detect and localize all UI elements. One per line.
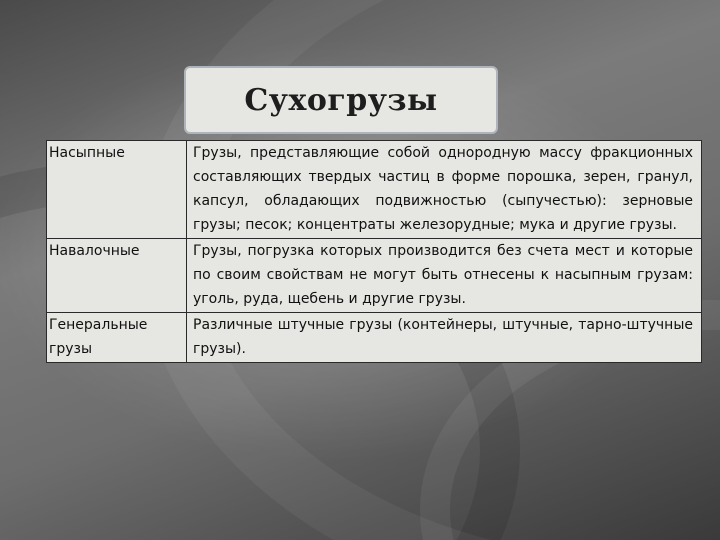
table-row xyxy=(47,239,702,313)
cargo-description-cell: Различные штучные грузы (контейнеры, штучные, тарно-штучные грузы). xyxy=(187,313,702,363)
cargo-types-table xyxy=(46,140,702,363)
cargo-type-cell: Насыпные xyxy=(47,141,187,239)
table-row xyxy=(47,313,702,363)
cargo-type-cell: Навалочные xyxy=(47,239,187,313)
cargo-type-cell: Генеральные грузы xyxy=(47,313,187,363)
slide-title-box xyxy=(184,66,498,134)
table-row xyxy=(47,141,702,239)
slide-title: Сухогрузы xyxy=(244,82,438,118)
cargo-description-cell: Грузы, представляющие собой однородную массу фракционных составляющих твердых частиц в форме порошка, зерен, гранул, капсул, обладающих подвижностью (сыпучестью): зерновые грузы; песок; концентраты железорудные; мука и другие грузы. xyxy=(187,141,702,239)
cargo-description-cell: Грузы, погрузка которых производится без счета мест и которые по своим свойствам не могут быть отнесены к насыпным грузам: уголь, руда, щебень и другие грузы. xyxy=(187,239,702,313)
